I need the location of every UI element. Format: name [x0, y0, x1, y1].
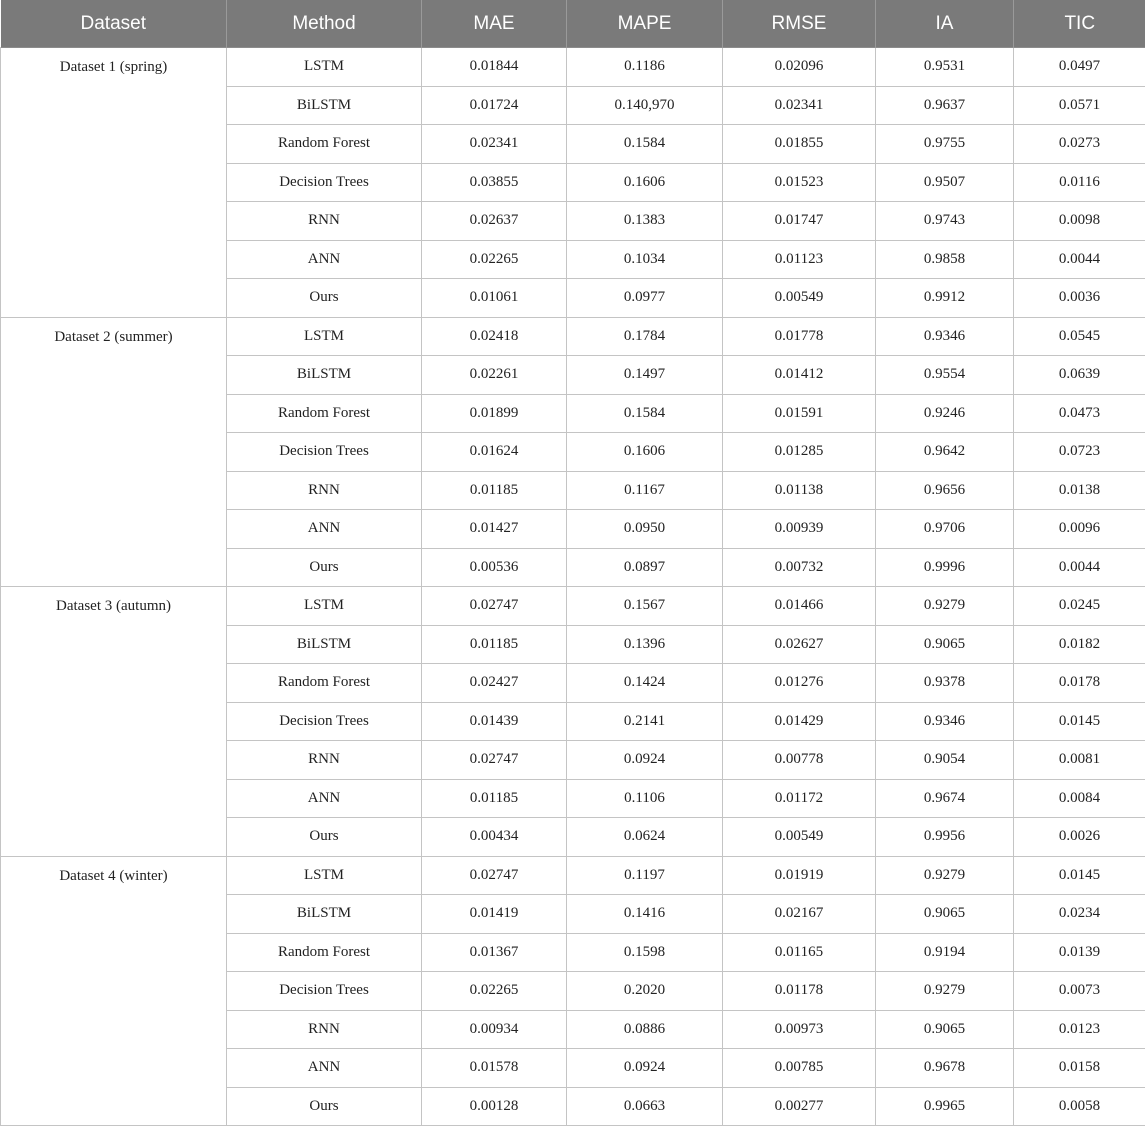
rmse-cell: 0.01165: [723, 933, 876, 972]
mape-cell: 0.1606: [567, 163, 723, 202]
mape-cell: 0.1424: [567, 664, 723, 703]
mae-cell: 0.00128: [422, 1087, 567, 1126]
rmse-cell: 0.00778: [723, 741, 876, 780]
ia-cell: 0.9378: [876, 664, 1014, 703]
mape-cell: 0.1106: [567, 779, 723, 818]
header-method: Method: [227, 0, 422, 48]
mape-cell: 0.1606: [567, 433, 723, 472]
mae-cell: 0.01185: [422, 625, 567, 664]
method-cell: Random Forest: [227, 125, 422, 164]
mae-cell: 0.01899: [422, 394, 567, 433]
mae-cell: 0.03855: [422, 163, 567, 202]
ia-cell: 0.9279: [876, 587, 1014, 626]
rmse-cell: 0.01747: [723, 202, 876, 241]
method-cell: LSTM: [227, 856, 422, 895]
ia-cell: 0.9065: [876, 625, 1014, 664]
method-cell: Random Forest: [227, 933, 422, 972]
header-rmse: RMSE: [723, 0, 876, 48]
rmse-cell: 0.01429: [723, 702, 876, 741]
mape-cell: 0.140,970: [567, 86, 723, 125]
mae-cell: 0.01427: [422, 510, 567, 549]
tic-cell: 0.0073: [1014, 972, 1145, 1011]
method-cell: Decision Trees: [227, 972, 422, 1011]
ia-cell: 0.9674: [876, 779, 1014, 818]
table-row: [1, 856, 1145, 895]
method-cell: Decision Trees: [227, 163, 422, 202]
header-mae: MAE: [422, 0, 567, 48]
mape-cell: 0.1784: [567, 317, 723, 356]
method-cell: RNN: [227, 741, 422, 780]
header-dataset: Dataset: [1, 0, 227, 48]
mape-cell: 0.0977: [567, 279, 723, 318]
tic-cell: 0.0723: [1014, 433, 1145, 472]
mape-cell: 0.0624: [567, 818, 723, 857]
mape-cell: 0.1034: [567, 240, 723, 279]
tic-cell: 0.0639: [1014, 356, 1145, 395]
ia-cell: 0.9346: [876, 317, 1014, 356]
table-body: [1, 48, 1145, 1126]
mae-cell: 0.02341: [422, 125, 567, 164]
mape-cell: 0.1416: [567, 895, 723, 934]
tic-cell: 0.0497: [1014, 48, 1145, 87]
mae-cell: 0.01624: [422, 433, 567, 472]
method-cell: Random Forest: [227, 664, 422, 703]
tic-cell: 0.0545: [1014, 317, 1145, 356]
mape-cell: 0.1584: [567, 394, 723, 433]
ia-cell: 0.9507: [876, 163, 1014, 202]
mape-cell: 0.0924: [567, 1049, 723, 1088]
tic-cell: 0.0145: [1014, 856, 1145, 895]
mape-cell: 0.1396: [567, 625, 723, 664]
mae-cell: 0.02265: [422, 240, 567, 279]
method-cell: Random Forest: [227, 394, 422, 433]
method-cell: LSTM: [227, 587, 422, 626]
tic-cell: 0.0084: [1014, 779, 1145, 818]
mape-cell: 0.1584: [567, 125, 723, 164]
tic-cell: 0.0571: [1014, 86, 1145, 125]
ia-cell: 0.9637: [876, 86, 1014, 125]
header-tic: TIC: [1014, 0, 1145, 48]
method-cell: BiLSTM: [227, 895, 422, 934]
method-cell: LSTM: [227, 317, 422, 356]
tic-cell: 0.0116: [1014, 163, 1145, 202]
mae-cell: 0.02747: [422, 741, 567, 780]
ia-cell: 0.9956: [876, 818, 1014, 857]
mae-cell: 0.01724: [422, 86, 567, 125]
tic-cell: 0.0096: [1014, 510, 1145, 549]
tic-cell: 0.0026: [1014, 818, 1145, 857]
tic-cell: 0.0044: [1014, 240, 1145, 279]
method-cell: ANN: [227, 1049, 422, 1088]
tic-cell: 0.0081: [1014, 741, 1145, 780]
tic-cell: 0.0273: [1014, 125, 1145, 164]
tic-cell: 0.0145: [1014, 702, 1145, 741]
method-cell: RNN: [227, 1010, 422, 1049]
method-cell: RNN: [227, 202, 422, 241]
method-cell: Decision Trees: [227, 702, 422, 741]
dataset-cell: Dataset 4 (winter): [1, 856, 227, 1126]
method-cell: RNN: [227, 471, 422, 510]
mae-cell: 0.02261: [422, 356, 567, 395]
ia-cell: 0.9996: [876, 548, 1014, 587]
method-cell: ANN: [227, 510, 422, 549]
mae-cell: 0.01844: [422, 48, 567, 87]
tic-cell: 0.0178: [1014, 664, 1145, 703]
rmse-cell: 0.00973: [723, 1010, 876, 1049]
ia-cell: 0.9706: [876, 510, 1014, 549]
mae-cell: 0.02265: [422, 972, 567, 1011]
mae-cell: 0.02747: [422, 856, 567, 895]
method-cell: BiLSTM: [227, 86, 422, 125]
tic-cell: 0.0473: [1014, 394, 1145, 433]
mae-cell: 0.01185: [422, 471, 567, 510]
rmse-cell: 0.00549: [723, 818, 876, 857]
mae-cell: 0.01185: [422, 779, 567, 818]
rmse-cell: 0.01591: [723, 394, 876, 433]
header-row: [1, 0, 1145, 48]
method-cell: Decision Trees: [227, 433, 422, 472]
ia-cell: 0.9858: [876, 240, 1014, 279]
ia-cell: 0.9965: [876, 1087, 1014, 1126]
rmse-cell: 0.01172: [723, 779, 876, 818]
dataset-cell: Dataset 3 (autumn): [1, 587, 227, 857]
tic-cell: 0.0158: [1014, 1049, 1145, 1088]
ia-cell: 0.9531: [876, 48, 1014, 87]
ia-cell: 0.9743: [876, 202, 1014, 241]
ia-cell: 0.9912: [876, 279, 1014, 318]
tic-cell: 0.0138: [1014, 471, 1145, 510]
table-row: [1, 587, 1145, 626]
ia-cell: 0.9065: [876, 895, 1014, 934]
rmse-cell: 0.01919: [723, 856, 876, 895]
mape-cell: 0.1186: [567, 48, 723, 87]
ia-cell: 0.9246: [876, 394, 1014, 433]
mae-cell: 0.02427: [422, 664, 567, 703]
mae-cell: 0.02637: [422, 202, 567, 241]
ia-cell: 0.9279: [876, 972, 1014, 1011]
rmse-cell: 0.01138: [723, 471, 876, 510]
method-cell: ANN: [227, 779, 422, 818]
mape-cell: 0.1598: [567, 933, 723, 972]
mape-cell: 0.2020: [567, 972, 723, 1011]
rmse-cell: 0.01285: [723, 433, 876, 472]
method-cell: ANN: [227, 240, 422, 279]
method-cell: BiLSTM: [227, 625, 422, 664]
rmse-cell: 0.01178: [723, 972, 876, 1011]
mae-cell: 0.00434: [422, 818, 567, 857]
ia-cell: 0.9656: [876, 471, 1014, 510]
mae-cell: 0.02747: [422, 587, 567, 626]
rmse-cell: 0.01855: [723, 125, 876, 164]
rmse-cell: 0.00732: [723, 548, 876, 587]
mape-cell: 0.1383: [567, 202, 723, 241]
rmse-cell: 0.00939: [723, 510, 876, 549]
tic-cell: 0.0234: [1014, 895, 1145, 934]
mae-cell: 0.01367: [422, 933, 567, 972]
rmse-cell: 0.01466: [723, 587, 876, 626]
mape-cell: 0.2141: [567, 702, 723, 741]
rmse-cell: 0.01523: [723, 163, 876, 202]
tic-cell: 0.0036: [1014, 279, 1145, 318]
mape-cell: 0.1497: [567, 356, 723, 395]
dataset-cell: Dataset 2 (summer): [1, 317, 227, 587]
rmse-cell: 0.00277: [723, 1087, 876, 1126]
mae-cell: 0.02418: [422, 317, 567, 356]
rmse-cell: 0.01276: [723, 664, 876, 703]
rmse-cell: 0.02341: [723, 86, 876, 125]
method-cell: LSTM: [227, 48, 422, 87]
ia-cell: 0.9346: [876, 702, 1014, 741]
mape-cell: 0.0663: [567, 1087, 723, 1126]
table-row: [1, 317, 1145, 356]
mape-cell: 0.0950: [567, 510, 723, 549]
tic-cell: 0.0058: [1014, 1087, 1145, 1126]
mae-cell: 0.01439: [422, 702, 567, 741]
mape-cell: 0.0897: [567, 548, 723, 587]
rmse-cell: 0.00785: [723, 1049, 876, 1088]
header-ia: IA: [876, 0, 1014, 48]
mape-cell: 0.1167: [567, 471, 723, 510]
mae-cell: 0.00934: [422, 1010, 567, 1049]
rmse-cell: 0.02627: [723, 625, 876, 664]
ia-cell: 0.9065: [876, 1010, 1014, 1049]
ia-cell: 0.9755: [876, 125, 1014, 164]
rmse-cell: 0.02096: [723, 48, 876, 87]
tic-cell: 0.0044: [1014, 548, 1145, 587]
rmse-cell: 0.01123: [723, 240, 876, 279]
ia-cell: 0.9554: [876, 356, 1014, 395]
mae-cell: 0.01419: [422, 895, 567, 934]
tic-cell: 0.0139: [1014, 933, 1145, 972]
ia-cell: 0.9678: [876, 1049, 1014, 1088]
mape-cell: 0.1567: [567, 587, 723, 626]
ia-cell: 0.9194: [876, 933, 1014, 972]
method-cell: BiLSTM: [227, 356, 422, 395]
header-mape: MAPE: [567, 0, 723, 48]
ia-cell: 0.9054: [876, 741, 1014, 780]
mae-cell: 0.01578: [422, 1049, 567, 1088]
tic-cell: 0.0245: [1014, 587, 1145, 626]
mape-cell: 0.0886: [567, 1010, 723, 1049]
rmse-cell: 0.01778: [723, 317, 876, 356]
table-row: [1, 48, 1145, 87]
mape-cell: 0.1197: [567, 856, 723, 895]
method-cell: Ours: [227, 1087, 422, 1126]
ia-cell: 0.9642: [876, 433, 1014, 472]
method-cell: Ours: [227, 548, 422, 587]
method-cell: Ours: [227, 279, 422, 318]
rmse-cell: 0.00549: [723, 279, 876, 318]
ia-cell: 0.9279: [876, 856, 1014, 895]
rmse-cell: 0.02167: [723, 895, 876, 934]
tic-cell: 0.0182: [1014, 625, 1145, 664]
tic-cell: 0.0098: [1014, 202, 1145, 241]
mae-cell: 0.00536: [422, 548, 567, 587]
method-cell: Ours: [227, 818, 422, 857]
mae-cell: 0.01061: [422, 279, 567, 318]
mape-cell: 0.0924: [567, 741, 723, 780]
rmse-cell: 0.01412: [723, 356, 876, 395]
tic-cell: 0.0123: [1014, 1010, 1145, 1049]
dataset-cell: Dataset 1 (spring): [1, 48, 227, 318]
